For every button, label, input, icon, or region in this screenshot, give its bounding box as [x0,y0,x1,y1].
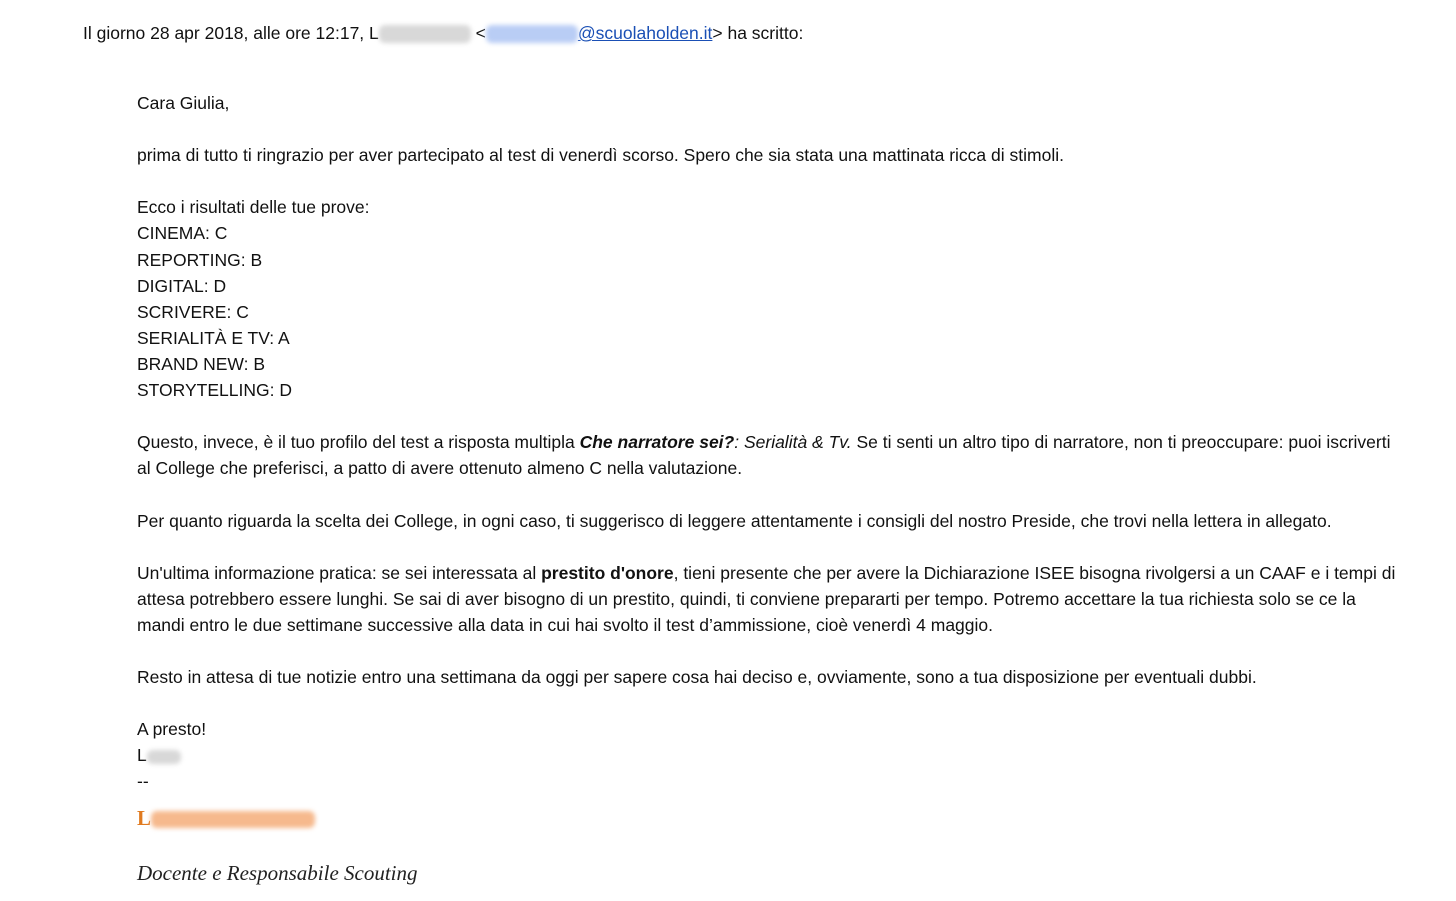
redacted-signer-name [147,750,181,764]
result-item: REPORTING: B [137,249,263,270]
sender-email-link[interactable] [486,23,713,43]
result-item: STORYTELLING: D [137,380,292,401]
quote-header-suffix: > ha scritto: [712,23,804,43]
redacted-signature-name [151,811,315,828]
profile-text-after: Se ti senti un altro tipo di narratore, non ti preoccupare: puoi iscriverti al College che preferisci, a patto di avere ottenuto almeno C nella valutazione. [137,432,1391,479]
sign-off-block [137,716,1397,794]
results-block [137,194,1397,403]
result-item: DIGITAL: D [137,275,227,296]
loan-paragraph [137,560,1397,638]
redacted-sender-name [379,25,471,43]
quote-header [83,21,803,45]
signature-separator: -- [137,771,149,792]
sender-email-domain: @scuolaholden.it [577,23,713,43]
loan-text-after: , tieni presente che per avere la Dichiarazione ISEE bisogna rivolgersi a un CAAF e i tempi di attesa potrebbero essere lunghi. Se sai di aver bisogno di un prestito, quindi, ti conviene prepararti per tempo. Potremo accettare la tua richiesta solo se ce la mandi entro le due settimane successive alla data in cui hai svolto il test d’ammissione, cioè venerdì 4 maggio. [137,562,1396,635]
profile-test-subtitle: : Serialità & Tv. [734,432,852,453]
intro-paragraph: prima di tutto ti ringrazio per aver partecipato al test di venerdì scorso. Spero che sia stata una mattinata ricca di stimoli. [137,145,1064,166]
college-advice-paragraph: Per quanto riguarda la scelta dei College, in ogni caso, ti suggerisco di leggere attentamente i consigli del nostro Preside, che trovi nella lettera in allegato. [137,510,1332,531]
result-item: CINEMA: C [137,223,228,244]
result-item: BRAND NEW: B [137,353,266,374]
sign-off: A presto! [137,719,207,740]
signature-name-initial: L [137,805,152,830]
quote-header-open-angle: < [475,23,486,43]
loan-highlight: prestito d'onore [541,562,674,583]
result-item: SERIALITÀ E TV: A [137,327,290,348]
redacted-email-user [486,25,578,43]
signer-line [137,742,1397,768]
loan-text-before: Un'ultima informazione pratica: se sei interessata al [137,562,542,583]
greeting: Cara Giulia, [137,93,230,113]
profile-test-title: Che narratore sei? [579,432,735,453]
email-body [137,90,1397,888]
profile-text-before: Questo, invece, è il tuo profilo del test a risposta multipla [137,432,580,453]
signature-title: Docente e Responsabile Scouting [137,860,418,885]
quote-header-prefix: Il giorno 28 apr 2018, alle ore 12:17, L [83,23,379,43]
signature-name [137,803,1397,833]
signer-initial: L [137,745,147,766]
results-heading: Ecco i risultati delle tue prove: [137,197,370,218]
closing-paragraph: Resto in attesa di tue notizie entro una settimana da oggi per sapere cosa hai deciso e, ovviamente, sono a tua disposizione per eventuali dubbi. [137,667,1257,688]
result-item: SCRIVERE: C [137,301,249,322]
profile-paragraph [137,429,1397,481]
